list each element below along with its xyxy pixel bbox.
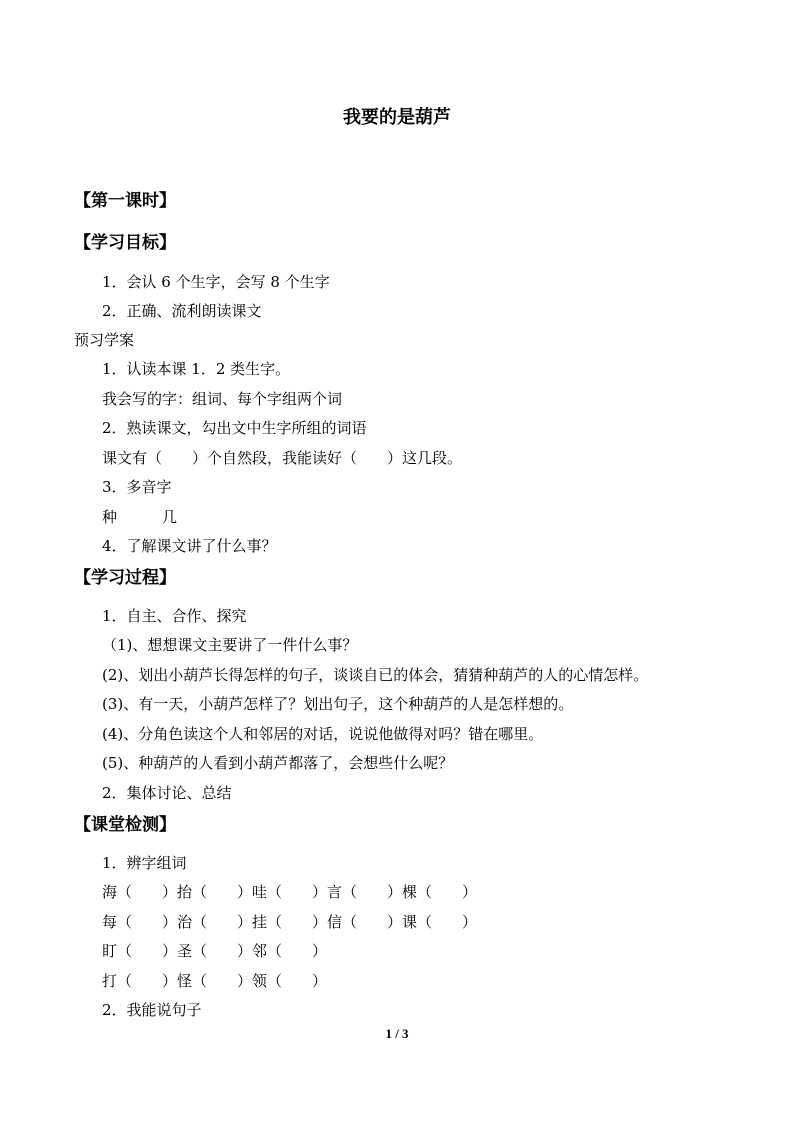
process-item: (5)、种葫芦的人看到小葫芦都落了，会想些什么呢？ xyxy=(102,754,454,772)
preview-item: 2．熟读课文，勾出文中生字所组的词语 xyxy=(102,419,367,437)
page-title: 我要的是葫芦 xyxy=(343,107,451,128)
goal-item: 1．会认 6 个生字，会写 8 个生字 xyxy=(102,273,330,291)
preview-item: 3．多音字 xyxy=(102,478,172,496)
preview-item: 4．了解课文讲了什么事？ xyxy=(102,537,277,555)
page-number: 1 / 3 xyxy=(385,1026,409,1041)
heading-lesson: 【第一课时】 xyxy=(74,191,176,211)
check-item: 盯（ ）圣（ ）邻（ ） xyxy=(102,942,328,960)
heading-process: 【学习过程】 xyxy=(74,568,176,588)
check-item: 1．辨字组词 xyxy=(102,854,187,872)
preview-item: 种 几 xyxy=(102,508,178,526)
check-item: 每（ ）治（ ）挂（ ）信（ ）课（ ） xyxy=(102,913,478,931)
process-item: 2．集体讨论、总结 xyxy=(102,784,232,802)
preview-item: 1．认读本课 1．2 类生字。 xyxy=(102,360,291,378)
process-item: (4)、分角色读这个人和邻居的对话，说说他做得对吗？错在哪里。 xyxy=(102,725,544,743)
goal-item: 2．正确、流利朗读课文 xyxy=(102,302,262,320)
preview-item: 我会写的字：组词、每个字组两个词 xyxy=(102,390,343,408)
heading-check: 【课堂检测】 xyxy=(74,815,176,835)
heading-goals: 【学习目标】 xyxy=(74,233,176,253)
process-item: （1)、想想课文主要讲了一件什么事？ xyxy=(102,636,358,654)
preview-label: 预习学案 xyxy=(74,331,135,349)
process-item: 1．自主、合作、探究 xyxy=(102,607,247,625)
check-item: 打（ ）怪（ ）领（ ） xyxy=(102,972,328,990)
preview-item: 课文有（ ）个自然段，我能读好（ ）这几段。 xyxy=(102,449,463,467)
check-item: 2．我能说句子 xyxy=(102,1001,202,1019)
process-item: (2)、划出小葫芦长得怎样的句子，谈谈自已的体会，猜猜种葫芦的人的心情怎样。 xyxy=(102,666,649,684)
check-item: 海（ ）抬（ ）哇（ ）言（ ）棵（ ） xyxy=(102,883,478,901)
process-item: (3)、有一天，小葫芦怎样了？划出句子，这个种葫芦的人是怎样想的。 xyxy=(102,695,574,713)
